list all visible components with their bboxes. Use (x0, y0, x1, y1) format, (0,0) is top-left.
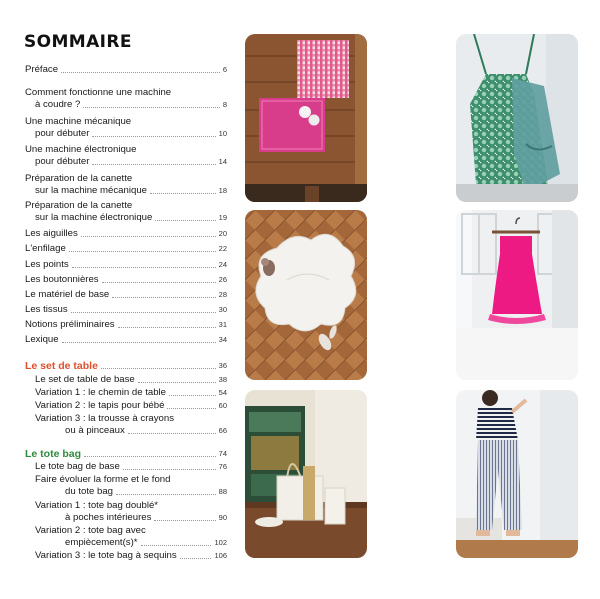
photo-baby-mat (245, 210, 367, 380)
toc-entry-trousse[interactable]: Variation 3 : la trousse à crayons ou à pinceaux 66 (35, 413, 227, 436)
section-heading-tote-bag[interactable]: Le tote bag 74 (25, 448, 227, 460)
toc-entry-tote-forme[interactable]: Faire évoluer la forme et le fond du tote bag 88 (35, 474, 227, 497)
section-heading-set-de-table[interactable]: Le set de table 36 (25, 360, 227, 372)
photo-striped-outfit (456, 390, 578, 558)
photo-placemat (245, 34, 367, 202)
toc-entry-aiguilles[interactable]: Les aiguilles 20 (25, 228, 227, 239)
toc-entry-mecanique[interactable]: Une machine mécanique pour débuter 10 (25, 116, 227, 139)
photo-tote-bags (245, 390, 367, 558)
photo-pink-top (456, 210, 578, 380)
toc-entry-tote-base[interactable]: Le tote bag de base 76 (35, 461, 227, 472)
toc-entry-set-base[interactable]: Le set de table de base 38 (35, 374, 227, 385)
toc-entry-boutonnieres[interactable]: Les boutonnières 26 (25, 274, 227, 285)
toc-entry-canette-mecanique[interactable]: Préparation de la canette sur la machine mécanique 18 (25, 173, 227, 196)
toc-entry-points[interactable]: Les points 24 (25, 259, 227, 270)
toc-entry-electronique[interactable]: Une machine électronique pour débuter 14 (25, 144, 227, 167)
toc-entry-preface[interactable]: Préface 6 (25, 64, 227, 75)
toc-entry-materiel[interactable]: Le matériel de base 28 (25, 289, 227, 300)
toc-entry-tapis-bebe[interactable]: Variation 2 : le tapis pour bébé 60 (35, 400, 227, 411)
photo-apron (456, 34, 578, 202)
toc-entry-lexique[interactable]: Lexique 34 (25, 334, 227, 345)
toc-entry-tote-double[interactable]: Variation 1 : tote bag doublé* à poches intérieures 90 (35, 500, 227, 523)
toc-entry-canette-electronique[interactable]: Préparation de la canette sur la machine électronique 19 (25, 200, 227, 223)
toc-entry-chemin-de-table[interactable]: Variation 1 : le chemin de table 54 (35, 387, 227, 398)
toc-entry-tissus[interactable]: Les tissus 30 (25, 304, 227, 315)
toc-entry-notions[interactable]: Notions préliminaires 31 (25, 319, 227, 330)
toc-entry-machine[interactable]: Comment fonctionne une machine à coudre ? 8 (25, 87, 227, 110)
toc-entry-tote-empiecement[interactable]: Variation 2 : tote bag avec empiècement(s)* 102 (35, 525, 227, 548)
page-title: SOMMAIRE (24, 32, 132, 52)
toc-entry-enfilage[interactable]: L'enfilage 22 (25, 243, 227, 254)
toc-entry-tote-sequins[interactable]: Variation 3 : le tote bag à sequins 106 (35, 550, 227, 561)
